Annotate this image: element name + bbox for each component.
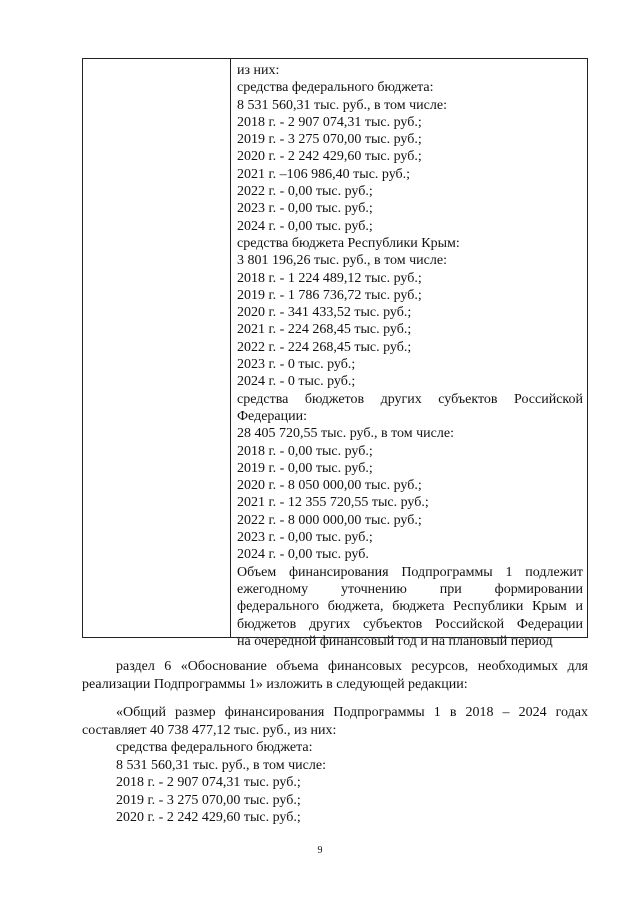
volume-note-line: федерального бюджета, бюджета Республики Крым и	[237, 599, 583, 615]
table-line: 28 405 720,55 тыс. руб., в том числе:	[237, 426, 454, 442]
volume-note-line: Объем финансирования Подпрограммы 1 подлежит	[237, 564, 583, 580]
table-line: 2018 г. - 2 907 074,31 тыс. руб.;	[237, 114, 422, 130]
table-line: из них:	[237, 63, 280, 78]
paragraph-line: раздел 6 «Обоснование объема финансовых ресурсов, необходимых для	[116, 659, 588, 674]
table-right-column	[231, 59, 587, 649]
table-line: 8 531 560,31 тыс. руб., в том числе:	[237, 97, 447, 113]
table-line: 2019 г. - 0,00 тыс. руб.;	[237, 460, 373, 476]
paragraph-line: реализации Подпрограммы 1» изложить в следующей редакции:	[82, 676, 468, 692]
table-line: средства федерального бюджета:	[237, 80, 434, 96]
volume-note-last-line: на очередной финансовый год и на плановый период	[237, 633, 553, 649]
table-line: 2021 г. - 224 268,45 тыс. руб.;	[237, 322, 412, 338]
table-line: 2020 г. - 8 050 000,00 тыс. руб.;	[237, 478, 422, 494]
paragraph-subline: средства федерального бюджета:	[116, 740, 313, 755]
table-left-column	[83, 59, 231, 637]
federal-and-crimea-lines	[237, 62, 583, 391]
table-line: 2021 г. –106 986,40 тыс. руб.;	[237, 166, 411, 182]
financing-size-paragraph	[82, 704, 588, 827]
section-6-amendment-paragraph	[82, 658, 588, 693]
volume-note-line: ежегодному уточнению при формировании	[237, 581, 583, 597]
table-line: 2020 г. - 341 433,52 тыс. руб.;	[237, 305, 412, 321]
table-line: 2021 г. - 12 355 720,55 тыс. руб.;	[237, 495, 429, 511]
table-line: 2024 г. - 0,00 тыс. руб.;	[237, 218, 373, 234]
table-line: 2024 г. - 0,00 тыс. руб.	[237, 547, 369, 563]
table-line: 2024 г. - 0 тыс. руб.;	[237, 374, 356, 390]
table-line: 2020 г. - 2 242 429,60 тыс. руб.;	[237, 149, 422, 165]
paragraph-subline: 8 531 560,31 тыс. руб., в том числе:	[116, 757, 326, 773]
table-line: 2022 г. - 8 000 000,00 тыс. руб.;	[237, 512, 422, 528]
table-line: 2019 г. - 1 786 736,72 тыс. руб.;	[237, 287, 422, 303]
volume-note	[237, 564, 583, 650]
volume-note-line: бюджетов других субъектов Российской Федерации	[237, 616, 583, 632]
other-subjects-heading: средства бюджетов других субъектов Российской	[237, 391, 583, 407]
table-line: средства бюджета Республики Крым:	[237, 235, 460, 251]
table-line: 2022 г. - 0,00 тыс. руб.;	[237, 184, 373, 200]
other-subjects-heading-cont: Федерации:	[237, 408, 308, 424]
paragraph-line: «Общий размер финансирования Подпрограммы 1 в 2018 – 2024 годах	[116, 705, 588, 720]
table-line: 2023 г. - 0 тыс. руб.;	[237, 357, 356, 373]
paragraph-subline: 2019 г. - 3 275 070,00 тыс. руб.;	[116, 792, 301, 808]
page-number: 9	[317, 845, 323, 856]
paragraph-subline: 2018 г. - 2 907 074,31 тыс. руб.;	[116, 775, 301, 790]
table-line: 3 801 196,26 тыс. руб., в том числе:	[237, 253, 447, 269]
table-line: 2023 г. - 0,00 тыс. руб.;	[237, 201, 373, 217]
financing-table	[82, 58, 588, 649]
table-line: 2018 г. - 1 224 489,12 тыс. руб.;	[237, 270, 422, 286]
table-line: 2022 г. - 224 268,45 тыс. руб.;	[237, 339, 412, 355]
paragraph-subline: 2020 г. - 2 242 429,60 тыс. руб.;	[116, 810, 301, 825]
other-subjects-lines	[237, 425, 583, 563]
paragraph-line: составляет 40 738 477,12 тыс. руб., из них:	[82, 722, 337, 738]
table-line: 2023 г. - 0,00 тыс. руб.;	[237, 530, 373, 546]
table-line: 2019 г. - 3 275 070,00 тыс. руб.;	[237, 132, 422, 148]
table-line: 2018 г. - 0,00 тыс. руб.;	[237, 443, 373, 459]
